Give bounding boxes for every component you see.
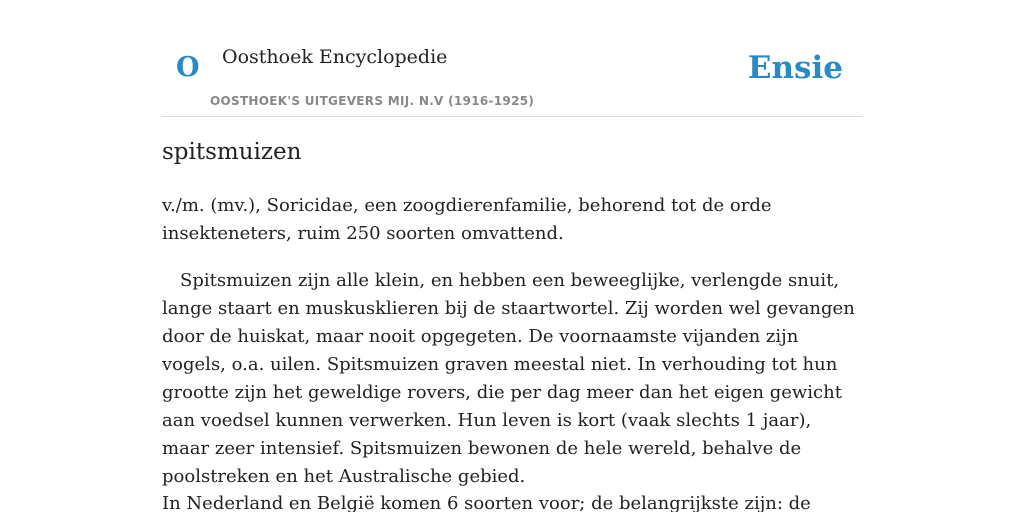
encyclopedia-logo-letter[interactable]: O xyxy=(176,52,200,83)
article-paragraph-species: In Nederland en België komen 6 soorten voor; de belangrijkste zijn: de xyxy=(162,493,811,512)
article-headword: spitsmuizen xyxy=(162,139,302,165)
encyclopedia-title[interactable]: Oosthoek Encyclopedie xyxy=(222,46,448,68)
ensie-brand-logo[interactable]: Ensie xyxy=(747,50,843,86)
page xyxy=(162,0,862,512)
publisher-line: OOSTHOEK'S UITGEVERS MIJ. N.V (1916-1925) xyxy=(210,94,535,108)
site-header xyxy=(162,0,862,117)
article-paragraph-definition: v./m. (mv.), Soricidae, een zoogdierenfamilie, behorend tot de orde insekteneters, ruim 250 soorten omvattend. xyxy=(162,195,772,244)
article-paragraph-description: Spitsmuizen zijn alle klein, en hebben een beweeglijke, verlengde snuit, lange staart en muskusklieren bij de staartwortel. Zij worden wel gevangen door de huiskat, maar nooit opgegeten. De voornaamste vijanden zijn vogels, o.a. uilen. Spitsmuizen graven meestal niet. In verhouding tot hun grootte zijn het geweldige rovers, die per dag meer dan het eigen gewicht aan voedsel kunnen verwerken. Hun leven is kort (vaak slechts 1 jaar), maar zeer intensief. Spitsmuizen bewonen de hele wereld, behalve de poolstreken en het Australische gebied. xyxy=(162,270,855,487)
